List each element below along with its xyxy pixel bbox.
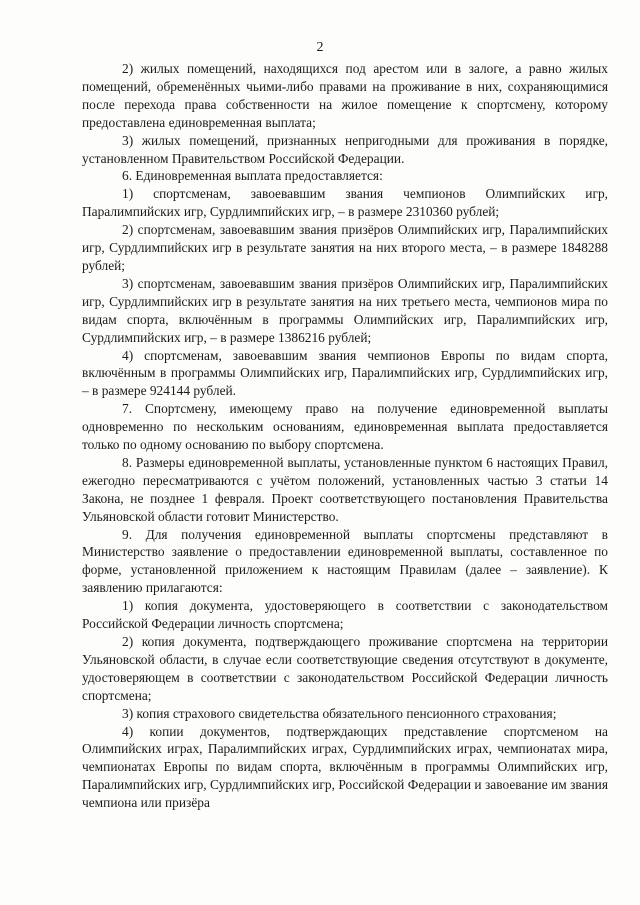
paragraph: 2) копия документа, подтверждающего проживание спортсмена на территории Ульяновской области, в случае если соответствующие сведения отсутствуют в документе, удостоверяющем в соответствии с законодательством Российской Федерации личность спортсмена; bbox=[82, 634, 608, 703]
paragraph: 4) спортсменам, завоевавшим звания чемпионов Европы по видам спорта, включённым в программы Олимпийских игр, Паралимпийских игр, Сурдлимпийских игр, – в размере 924144 рублей. bbox=[82, 347, 608, 399]
paragraph: 6. Единовременная выплата предоставляется: bbox=[122, 168, 383, 184]
paragraph: 2) спортсменам, завоевавшим звания призёров Олимпийских игр, Паралимпийских игр, Сурдлимпийских игр в результате занятия на них второго места, – в размере 1848288 рублей; bbox=[82, 222, 608, 273]
paragraph: 3) копия страхового свидетельства обязательного пенсионного страхования; bbox=[122, 705, 557, 721]
document-body bbox=[82, 60, 608, 812]
paragraph: 1) копия документа, удостоверяющего в соответствии с законодательством Российской Федерации личность спортсмена; bbox=[82, 598, 608, 632]
paragraph: 1) спортсменам, завоевавшим звания чемпионов Олимпийских игр, Паралимпийских игр, Сурдлимпийских игр, – в размере 2310360 рублей; bbox=[82, 186, 608, 220]
paragraph: 9. Для получения единовременной выплаты спортсмены представляют в Министерство заявление о предоставлении единовременной выплаты, составленное по форме, установленной приложением к настоящим Правилам (далее – заявление). К заявлению прилагаются: bbox=[82, 526, 608, 596]
paragraph: 8. Размеры единовременной выплаты, установленные пунктом 6 настоящих Правил, ежегодно пересматриваются с учётом положений, установленных частью 3 статьи 14 Закона, не позднее 1 февраля. Проект соответствующего постановления Правительства Ульяновской области готовит Министерство. bbox=[82, 454, 608, 524]
page-number: 2 bbox=[316, 40, 324, 55]
paragraph: 3) спортсменам, завоевавшим звания призёров Олимпийских игр, Паралимпийских игр, Сурдлимпийских игр в результате занятия на них третьего места, чемпионов мира по видам спорта, включённым в программы Олимпийских игр, Паралимпийских игр, Сурдлимпийских игр, – в размере 1386216 рублей; bbox=[82, 275, 608, 345]
paragraph: 4) копии документов, подтверждающих представление спортсменом на Олимпийских играх, Паралимпийских играх, Сурдлимпийских играх, чемпионатах мира, чемпионатах Европы по видам спорта, включённым в программы Олимпийских игр, Паралимпийских игр, Сурдлимпийских игр, Российской Федерации и завоевание им звания чемпиона или призёра bbox=[82, 723, 608, 811]
paragraph: 3) жилых помещений, признанных непригодными для проживания в порядке, установленном Правительством Российской Федерации. bbox=[82, 132, 608, 166]
paragraph: 2) жилых помещений, находящихся под арестом или в залоге, а равно жилых помещений, обременённых чьими-либо правами на проживание в них, сохраняющимися после перехода права собственности на жилое помещение к спортсмену, которому предоставлена единовременная выплата; bbox=[82, 61, 608, 130]
paragraph: 7. Спортсмену, имеющему право на получение единовременной выплаты одновременно по нескольким основаниям, единовременная выплата предоставляется только по одному основанию по выбору спортсмена. bbox=[82, 401, 608, 453]
